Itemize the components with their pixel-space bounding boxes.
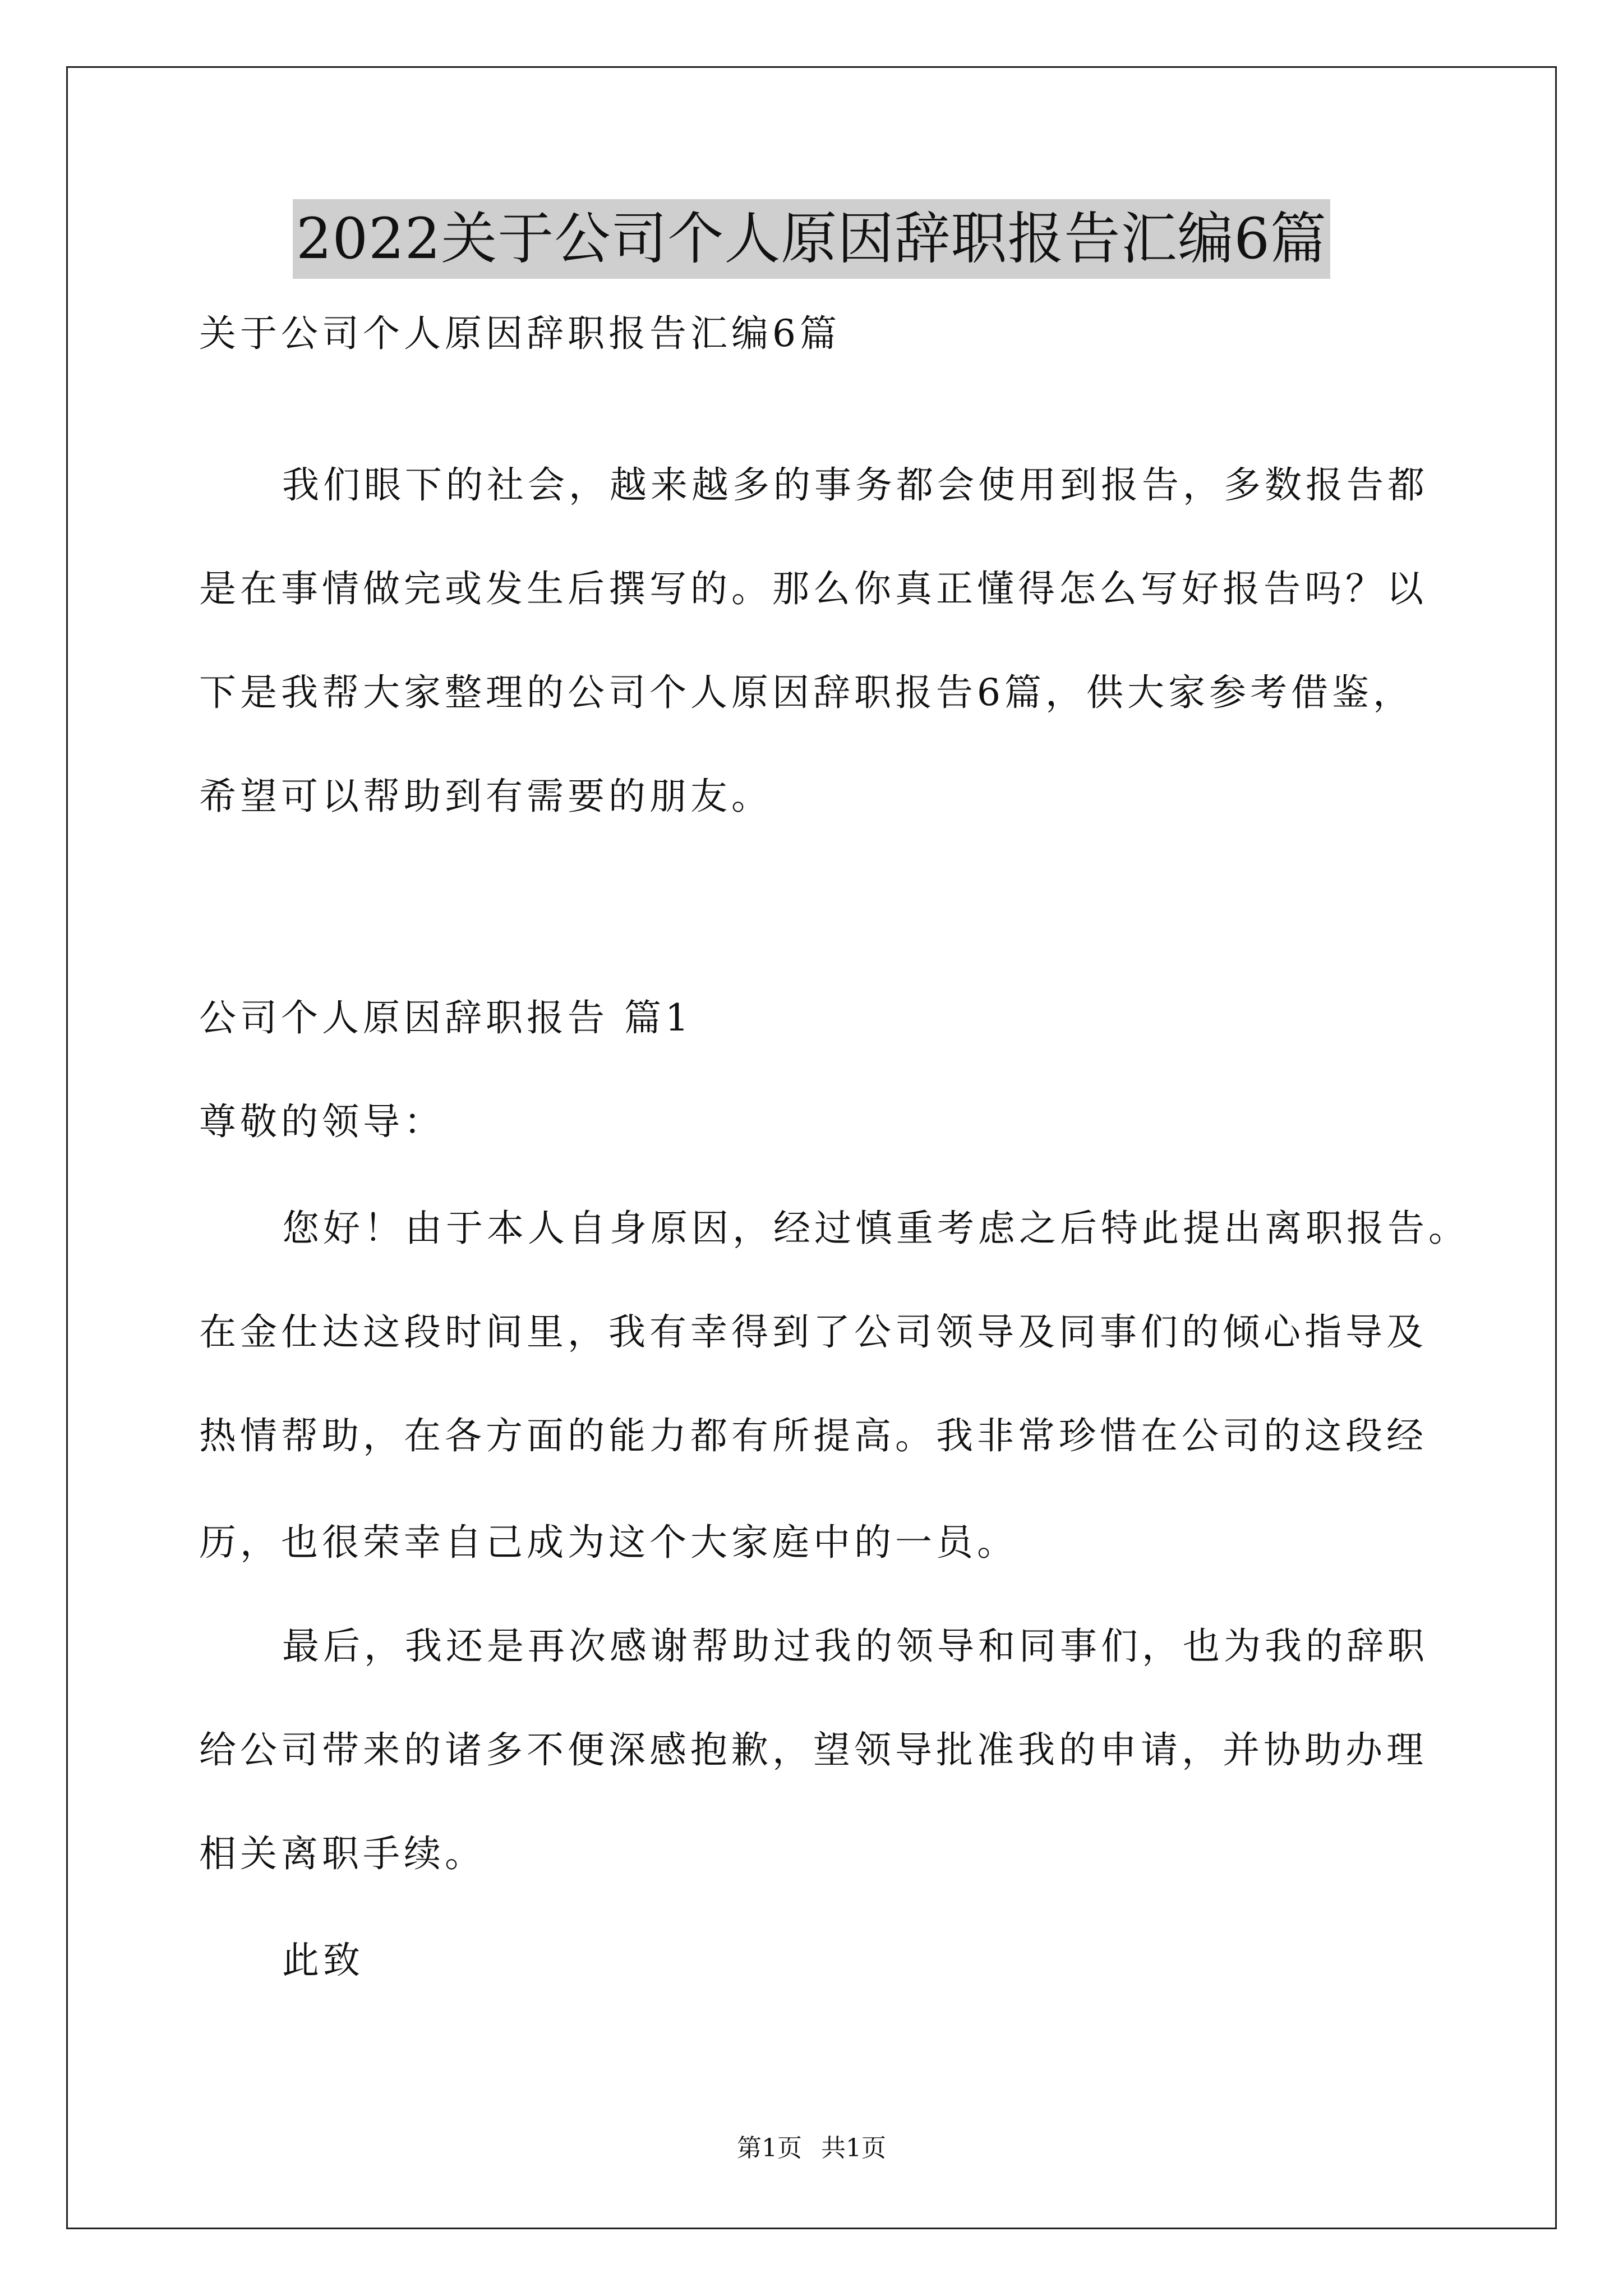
paragraph-line: 我们眼下的社会，越来越多的事务都会使用到报告，多数报告都	[282, 463, 1428, 507]
paragraph-line: 相关离职手续。	[199, 1832, 486, 1875]
paragraph-line: 下是我帮大家整理的公司个人原因辞职报告6篇，供大家参考借鉴，	[199, 671, 1414, 714]
page-border	[66, 66, 1557, 2229]
subtitle-line: 关于公司个人原因辞职报告汇编6篇	[199, 312, 841, 355]
paragraph-line: 给公司带来的诸多不便深感抱歉，望领导批准我的申请，并协助办理	[199, 1728, 1427, 1772]
paragraph-line: 热情帮助，在各方面的能力都有所提高。我非常珍惜在公司的这段经	[199, 1414, 1427, 1457]
paragraph-line: 在金仕达这段时间里，我有幸得到了公司领导及同事们的倾心指导及	[199, 1310, 1427, 1354]
page-number: 第1页	[737, 2134, 802, 2162]
paragraph-line: 历，也很荣幸自己成为这个大家庭中的一员。	[199, 1521, 1018, 1564]
paragraph-line: 您好！由于本人自身原因，经过慎重考虑之后特此提出离职报告。	[282, 1207, 1469, 1250]
document-title: 2022关于公司个人原因辞职报告汇编6篇	[293, 199, 1330, 279]
closing-line: 此致	[282, 1939, 364, 1982]
paragraph-line: 是在事情做完或发生后撰写的。那么你真正懂得怎么写好报告吗？以	[199, 567, 1427, 610]
section-heading: 公司个人原因辞职报告 篇1	[199, 996, 693, 1039]
page-footer	[0, 2132, 1623, 2165]
title-container	[0, 199, 1623, 279]
paragraph-line: 最后，我还是再次感谢帮助过我的领导和同事们，也为我的辞职	[282, 1625, 1428, 1668]
salutation: 尊敬的领导：	[199, 1100, 445, 1143]
page-total: 共1页	[821, 2134, 886, 2162]
paragraph-line: 希望可以帮助到有需要的朋友。	[199, 775, 772, 818]
